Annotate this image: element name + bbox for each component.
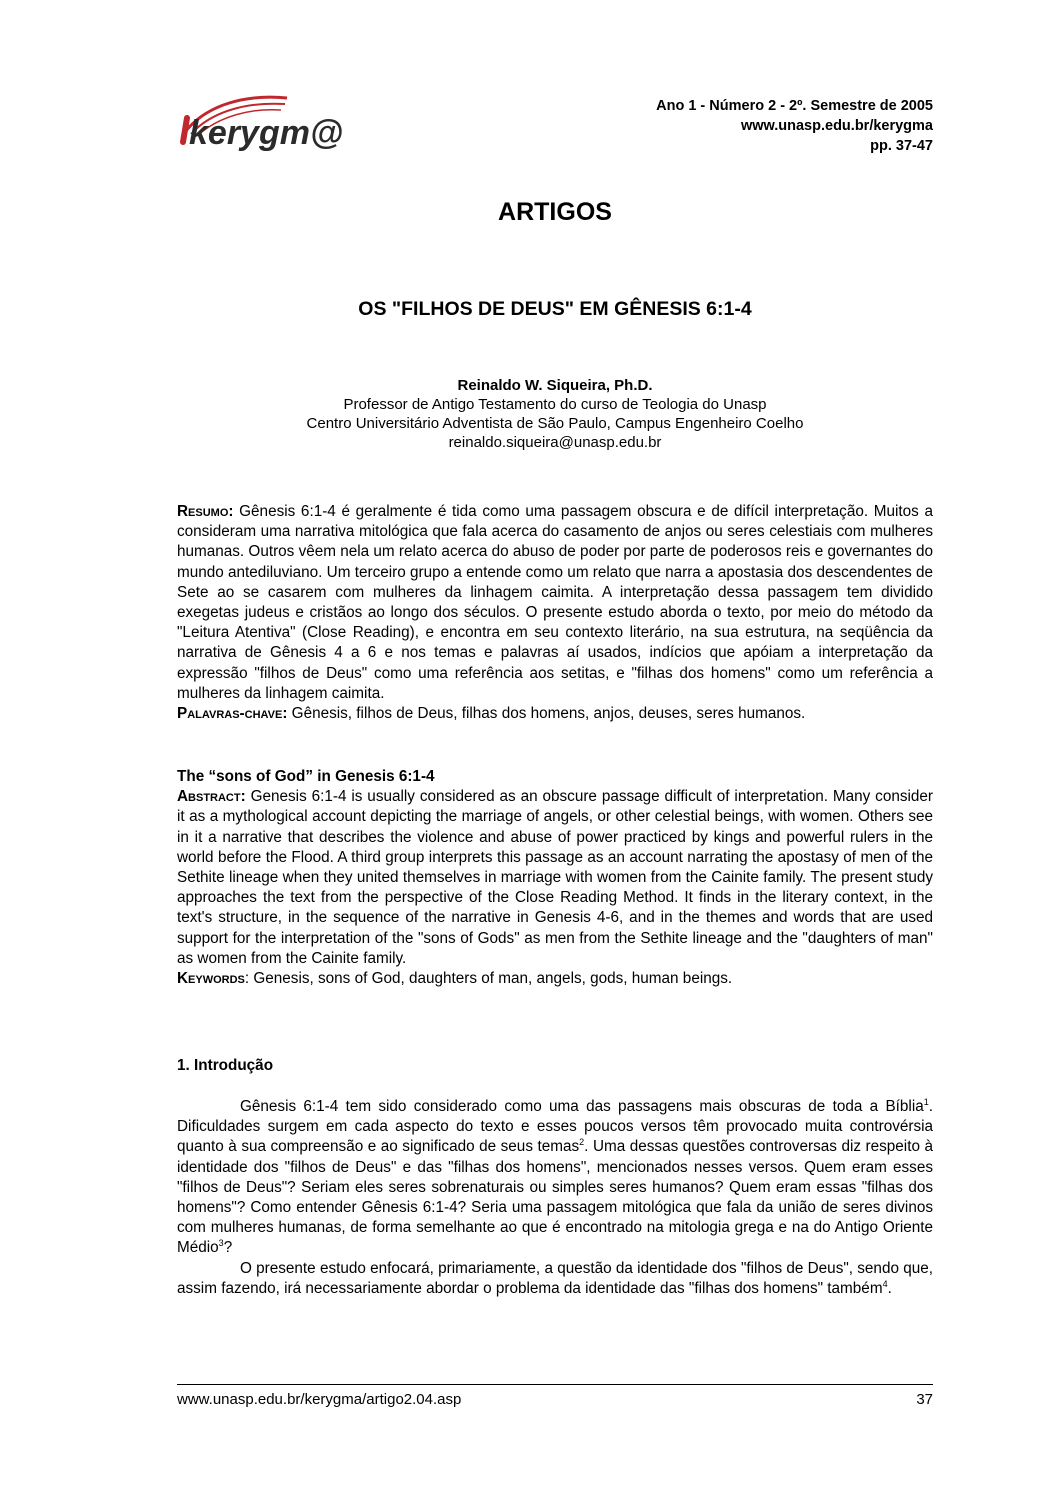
intro-heading: 1. Introdução: [177, 1057, 274, 1074]
intro-p1-text-4: ?: [223, 1239, 233, 1257]
footnote-ref-4[interactable]: 4: [882, 1278, 888, 1289]
resumo-label: Resumo:: [177, 503, 234, 520]
keywords-paragraph: [177, 969, 933, 989]
abstract-paragraph: [177, 787, 933, 969]
intro-heading-block: [177, 1056, 933, 1076]
kerygma-logo: [177, 92, 352, 152]
logo-wordmark: kerygm@: [189, 114, 344, 152]
english-title: The “sons of God” in Genesis 6:1-4: [177, 768, 435, 785]
intro-paragraph-1: [177, 1097, 933, 1259]
keywords-text: : Genesis, sons of God, daughters of man, angels, gods, human beings.: [244, 970, 733, 988]
intro-p1-text-3: . Uma dessas questões controversas diz respeito à identidade dos "filhos de Deus" e das "filhas dos homens", mencionados nesses versos. Quem eram esses "filhos de Deus"? Seriam eles seres sobrenaturais ou simples seres humanos? Quem eram essas "filhas dos homens"? Como entender Gênesis 6:1-4? Seria uma passagem mitológica que fala da união de seres divinos com mulheres humanas, de forma semelhante ao que é encontrado na mitologia grega e na do Antigo Oriente Médio: [177, 1138, 933, 1257]
footnote-ref-2[interactable]: 2: [579, 1137, 585, 1148]
abstract-text: Genesis 6:1-4 is usually considered as an obscure passage difficult of interpretation. Many consider it as a mythological account depicting the marriage of angels, or other celestial beings, with women. Others see in it a narrative that describes the violence and abuse of power practiced by kings and powerful rulers in the world before the Flood. A third group interprets this passage as an account narrating the apostasy of men of the Sethite lineage when they united themselves in marriage with women from the Cainite family. The present study approaches the text from the perspective of the Close Reading Method. It finds in the literary context, in the text's structure, in the sequence of the narrative in Genesis 4-6, and in the themes and words that are used support for the interpretation of the "sons of Gods" as men from the Sethite lineage and the "daughters of man" as women from the Cainite family.: [177, 788, 933, 967]
resumo-text: Gênesis 6:1-4 é geralmente é tida como uma passagem obscura e de difícil interpretação. Muitos a consideram uma narrativa mitológica que fala acerca do casamento de anjos ou seres celestiais com mulheres humanas. Outros vêem nela um relato acerca do abuso de poder por parte de poderosos reis e governantes do mundo antediluviano. Um terceiro grupo a entende como um relato que narra a apostasia dos descendentes de Sete ao se casarem com mulheres da linhagem caimita. A interpretação dessa passagem tem dividido exegetas judeus e cristãos ao longo dos séculos. O presente estudo aborda o texto, por meio do método da "Leitura Atentiva" (Close Reading), e encontra em seu contexto literário, na sua estrutura, na seqüência da narrativa de Gênesis 4 a 6 e nos temas e palavras aí usados, indícios que apóiam a interpretação da expressão "filhos de Deus" como uma referência aos setitas, e "filhas dos homens" como um referência a mulheres da linhagem caimita.: [177, 503, 933, 702]
page-footer: [177, 1390, 933, 1410]
site-url[interactable]: www.unasp.edu.br/kerygma: [740, 118, 933, 134]
abstract-label: Abstract:: [177, 788, 246, 806]
abstract-block: [177, 767, 933, 989]
section-title: ARTIGOS: [498, 198, 612, 226]
resumo-paragraph: [177, 502, 933, 704]
intro-p2-text-2: .: [887, 1279, 892, 1297]
footnote-ref-1[interactable]: 1: [923, 1096, 929, 1107]
footnote-ref-3[interactable]: 3: [218, 1238, 224, 1249]
palavras-chave-paragraph: [177, 704, 933, 724]
footer-divider: [177, 1384, 933, 1385]
author-block: [0, 376, 1058, 452]
article-title: OS "FILHOS DE DEUS" EM GÊNESIS 6:1-4: [358, 298, 752, 320]
palavras-chave-text: Gênesis, filhos de Deus, filhas dos homens, anjos, deuses, seres humanos.: [287, 705, 806, 723]
intro-p2-text-1: O presente estudo enfocará, primariamente, a questão da identidade dos "filhos de Deus", sendo que, assim fazendo, irá necessariamente abordar o problema da identidade das "filhas dos homens" também: [177, 1259, 933, 1297]
footer-url[interactable]: www.unasp.edu.br/kerygma/artigo2.04.asp: [177, 1391, 462, 1408]
author-name: Reinaldo W. Siqueira, Ph.D.: [457, 377, 653, 394]
intro-body: [177, 1097, 933, 1299]
resumo-block: [177, 502, 933, 724]
intro-p1-text-1: Gênesis 6:1-4 tem sido considerado como uma das passagens mais obscuras de toda a Bíblia: [240, 1098, 924, 1115]
intro-paragraph-2: [177, 1259, 933, 1299]
author-institution: Centro Universitário Adventista de São Paulo, Campus Engenheiro Coelho: [306, 415, 804, 432]
keywords-label: Keywords: [177, 970, 245, 988]
author-position: Professor de Antigo Testamento do curso de Teologia do Unasp: [343, 396, 767, 413]
intro-p1-text-2: . Dificuldades surgem em cada aspecto do texto e esses poucos versos têm provocado muita controvérsia quanto à sua compreensão e ao significado de seus temas: [177, 1098, 933, 1156]
author-email[interactable]: reinaldo.siqueira@unasp.edu.br: [448, 434, 662, 451]
page-range: pp. 37-47: [870, 138, 933, 154]
palavras-chave-label: Palavras-chave:: [177, 705, 288, 723]
issue-line: Ano 1 - Número 2 - 2º. Semestre de 2005: [656, 98, 933, 114]
issue-info: [656, 96, 933, 156]
page-number: 37: [916, 1391, 933, 1408]
